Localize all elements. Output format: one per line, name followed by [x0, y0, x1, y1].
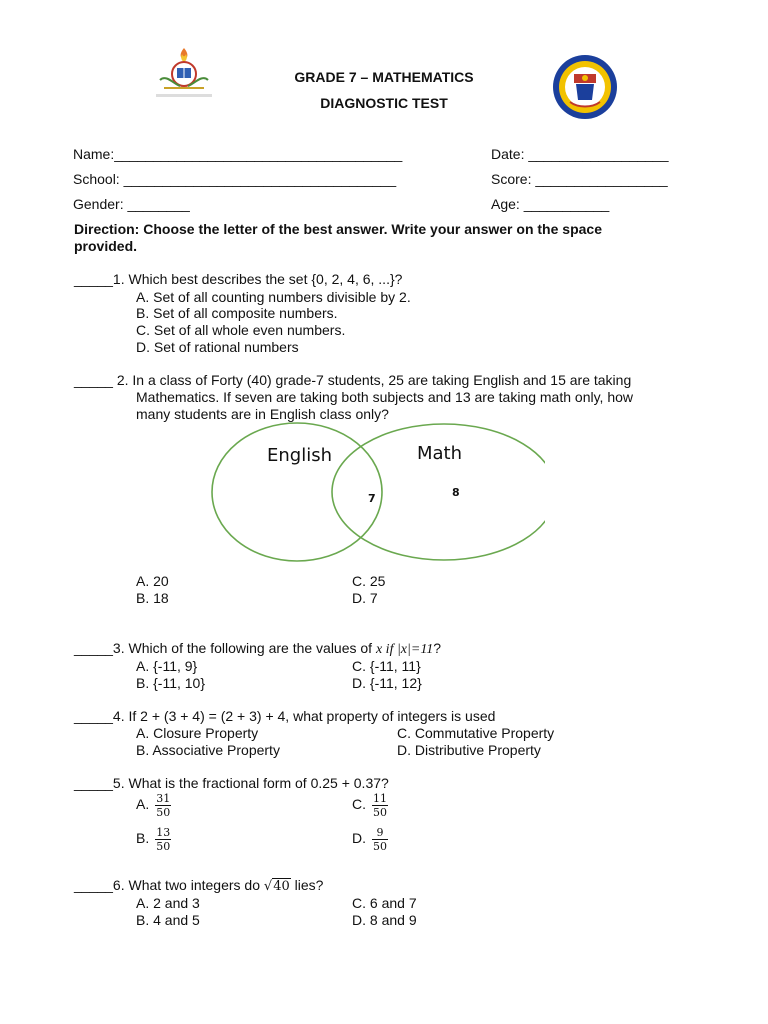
question-5-option-b-fraction	[155, 826, 171, 853]
question-2-option-a[interactable]: A. 20	[136, 573, 169, 589]
page-title: GRADE 7 – MATHEMATICS	[294, 69, 474, 85]
question-6-option-c[interactable]: C. 6 and 7	[352, 895, 417, 911]
question-5-stem: _____5. What is the fractional form of 0.25 + 0.37?	[74, 775, 389, 791]
score-field[interactable]: Score: _________________	[491, 171, 668, 187]
question-1-stem: _____1. Which best describes the set {0, 2, 4, 6, ...}?	[74, 271, 403, 287]
question-5-option-c-label: C.	[352, 796, 366, 813]
question-5-option-d[interactable]	[352, 826, 388, 853]
question-6-option-a[interactable]: A. 2 and 3	[136, 895, 200, 911]
age-field[interactable]: Age: ___________	[491, 196, 610, 212]
question-5-option-a-label: A.	[136, 796, 150, 813]
question-4-option-b[interactable]: B. Associative Property	[136, 742, 280, 758]
question-5-option-a[interactable]	[136, 792, 171, 819]
fraction-denominator: 50	[156, 806, 171, 819]
question-3-option-a[interactable]: A. {-11, 9}	[136, 658, 198, 674]
square-root-icon: √40	[263, 879, 290, 894]
question-2-line-3: many students are in English class only?	[136, 406, 389, 422]
fraction-numerator: 31	[156, 792, 171, 805]
name-field[interactable]: Name:_____________________________________	[73, 146, 403, 162]
question-3-stem-suffix: ?	[433, 640, 442, 656]
question-3-stem-math: x if |x|=11	[375, 642, 434, 657]
question-1-option-d[interactable]: D. Set of rational numbers	[136, 339, 299, 355]
fraction-denominator: 50	[373, 806, 387, 819]
question-4-option-a[interactable]: A. Closure Property	[136, 725, 259, 741]
question-2-option-c[interactable]: C. 25	[352, 573, 386, 589]
question-6-stem	[74, 877, 323, 894]
fraction-numerator: 9	[372, 826, 388, 840]
question-6-option-d[interactable]: D. 8 and 9	[352, 912, 417, 928]
direction-line-2: provided.	[74, 238, 138, 254]
question-2-line-1: _____ 2. In a class of Forty (40) grade-7 students, 25 are taking English and 15 are taking	[74, 372, 632, 388]
question-5-option-a-fraction	[155, 792, 171, 819]
venn-english-circle	[212, 423, 382, 561]
school-field[interactable]: School: ___________________________________	[73, 171, 397, 187]
direction-line-1: Direction: Choose the letter of the best answer. Write your answer on the space	[74, 221, 602, 237]
question-5-option-d-label: D.	[352, 830, 366, 847]
venn-math-value: 8	[452, 486, 460, 499]
question-5-option-d-fraction	[372, 826, 388, 853]
question-1-option-a[interactable]: A. Set of all counting numbers divisible by 2.	[136, 289, 411, 305]
question-6-stem-prefix: _____6. What two integers do	[74, 877, 264, 893]
question-5-option-c-fraction	[372, 792, 388, 819]
fraction-numerator: 13	[156, 826, 171, 839]
question-3-option-b[interactable]: B. {-11, 10}	[136, 675, 206, 691]
fraction-numerator: 11	[373, 792, 387, 805]
date-field[interactable]: Date: __________________	[491, 146, 669, 162]
question-4-option-c[interactable]: C. Commutative Property	[397, 725, 555, 741]
venn-english-label: English	[267, 445, 332, 466]
question-1-option-b[interactable]: B. Set of all composite numbers.	[136, 305, 338, 321]
question-5-option-c[interactable]	[352, 792, 388, 819]
page-subtitle: DIAGNOSTIC TEST	[320, 95, 448, 111]
question-6-radicand: 40	[273, 879, 290, 894]
question-6-stem-suffix: lies?	[290, 877, 324, 893]
question-1-option-c[interactable]: C. Set of all whole even numbers.	[136, 322, 346, 338]
question-3-option-d[interactable]: D. {-11, 12}	[352, 675, 422, 691]
question-4-stem: _____4. If 2 + (3 + 4) = (2 + 3) + 4, what property of integers is used	[74, 708, 496, 724]
venn-both-value: 7	[368, 492, 376, 505]
question-5-option-b-label: B.	[136, 830, 150, 847]
fraction-denominator: 50	[156, 840, 171, 853]
question-6-option-b[interactable]: B. 4 and 5	[136, 912, 200, 928]
question-3-stem-prefix: _____3. Which of the following are the values of	[74, 640, 376, 656]
venn-math-label: Math	[417, 443, 463, 464]
gender-field[interactable]: Gender: ________	[73, 196, 190, 212]
question-2-option-b[interactable]: B. 18	[136, 590, 169, 606]
question-2-option-d[interactable]: D. 7	[352, 590, 378, 606]
question-2-line-2: Mathematics. If seven are taking both subjects and 13 are taking math only, how	[136, 389, 634, 405]
question-3-option-c[interactable]: C. {-11, 11}	[352, 658, 421, 674]
fraction-denominator: 50	[373, 840, 387, 853]
question-5-option-b[interactable]	[136, 826, 171, 853]
question-4-option-d[interactable]: D. Distributive Property	[397, 742, 541, 758]
venn-diagram	[205, 418, 545, 568]
question-3-stem	[74, 640, 441, 658]
